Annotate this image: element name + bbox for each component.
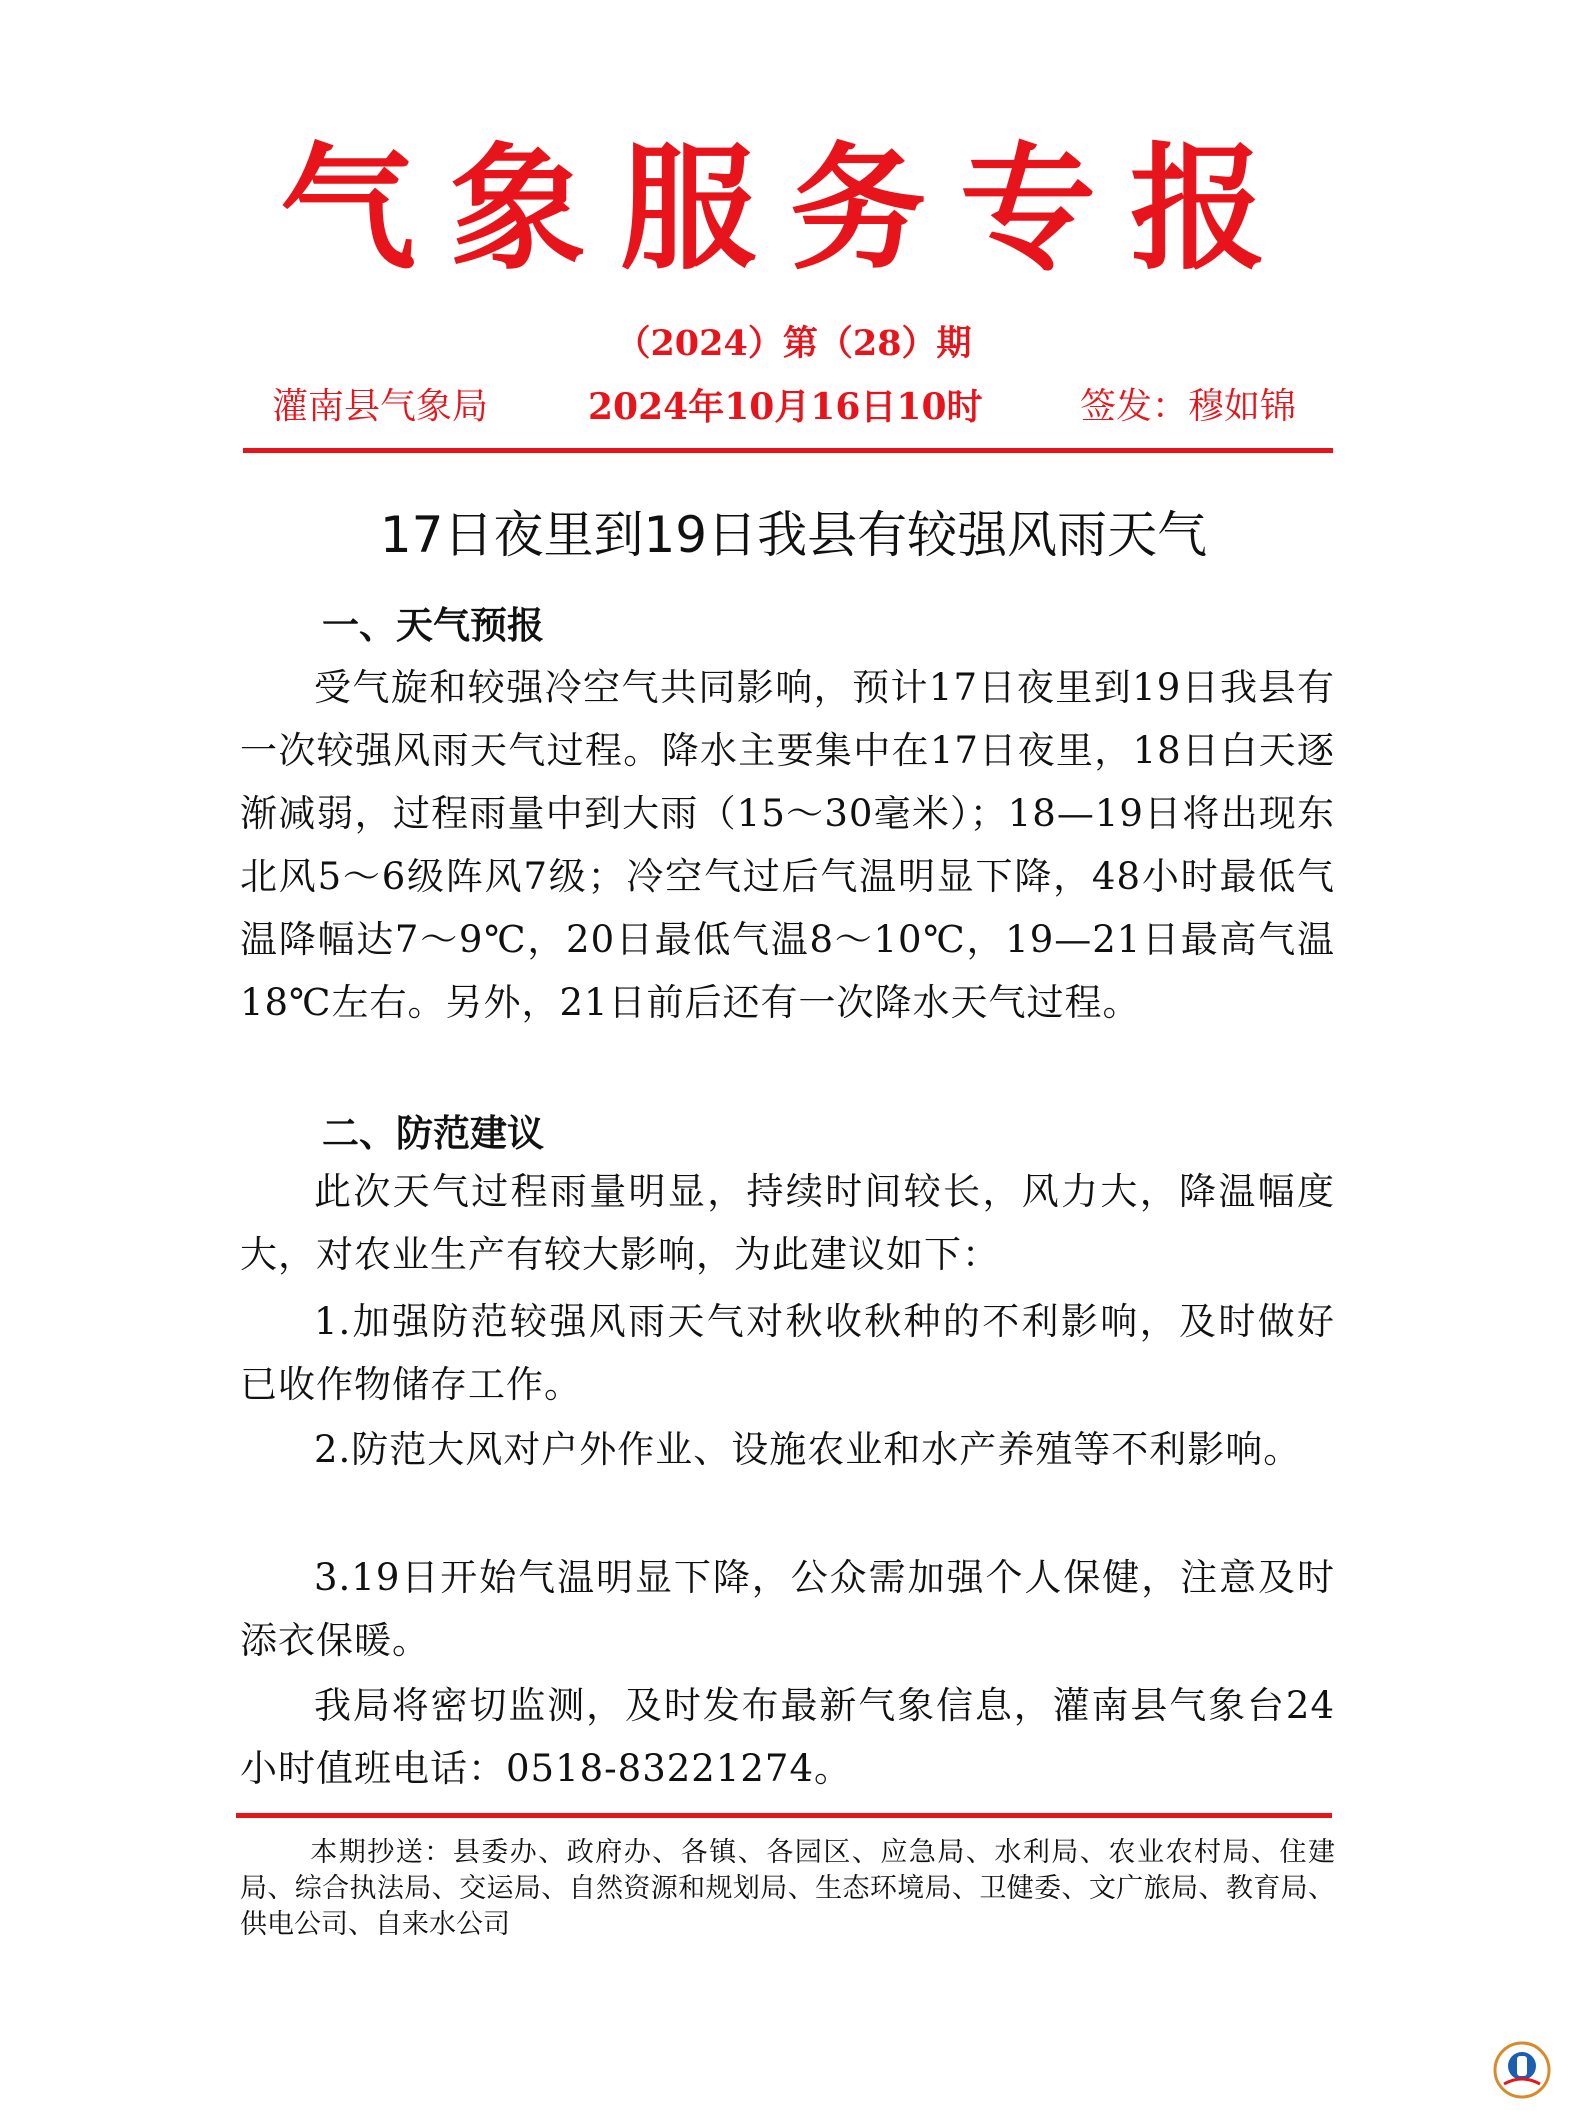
section-heading-advice: 二、防范建议 bbox=[322, 1112, 544, 1155]
masthead-title: 气象服务专报 bbox=[280, 131, 1300, 289]
forecast-paragraph: 受气旋和较强冷空气共同影响，预计17日夜里到19日我县有一次较强风雨天气过程。降水主要集中在17日夜里，18日白天逐渐减弱，过程雨量中到大雨（15～30毫米）；18—19日将出现东北风5～6级阵风7级；冷空气过后气温明显下降，48小时最低气温降幅达7～9℃，20日最低气温8～10℃，19—21日最高气温18℃左右。另外，21日前后还有一次降水天气过程。 bbox=[240, 666, 1335, 1024]
advice-item-3: 3.19日开始气温明显下降，公众需加强个人保健，注意及时添衣保暖。 bbox=[240, 1556, 1335, 1662]
header-divider bbox=[243, 448, 1333, 453]
issue-datetime: 2024年10月16日10时 bbox=[588, 386, 983, 428]
footer-divider bbox=[236, 1813, 1332, 1818]
issue-number: （2024）第（28）期 bbox=[615, 323, 972, 364]
distribution-list: 本期抄送：县委办、政府办、各镇、各园区、应急局、水利局、农业农村局、住建局、综合执法局、交运局、自然资源和规划局、生态环境局、卫健委、文广旅局、教育局、供电公司、自来水公司 bbox=[240, 1837, 1335, 1940]
issuing-organization: 灌南县气象局 bbox=[272, 386, 489, 427]
advice-intro-paragraph: 此次天气过程雨量明显，持续时间较长，风力大，降温幅度大，对农业生产有较大影响，为此建议如下： bbox=[240, 1170, 1335, 1276]
section-heading-forecast: 一、天气预报 bbox=[322, 604, 544, 647]
report-title: 17日夜里到19日我县有较强风雨天气 bbox=[379, 506, 1208, 564]
advice-item-2: 2.防范大风对户外作业、设施农业和水产养殖等不利影响。 bbox=[314, 1428, 1302, 1471]
county-media-logo-icon bbox=[1492, 2040, 1552, 2100]
advice-item-1: 1.加强防范较强风雨天气对秋收秋种的不利影响，及时做好已收作物储存工作。 bbox=[240, 1300, 1335, 1406]
contact-paragraph: 我局将密切监测，及时发布最新气象信息，灌南县气象台24小时值班电话：0518-83221274。 bbox=[240, 1684, 1335, 1790]
signer: 签发：穆如锦 bbox=[1080, 386, 1297, 427]
